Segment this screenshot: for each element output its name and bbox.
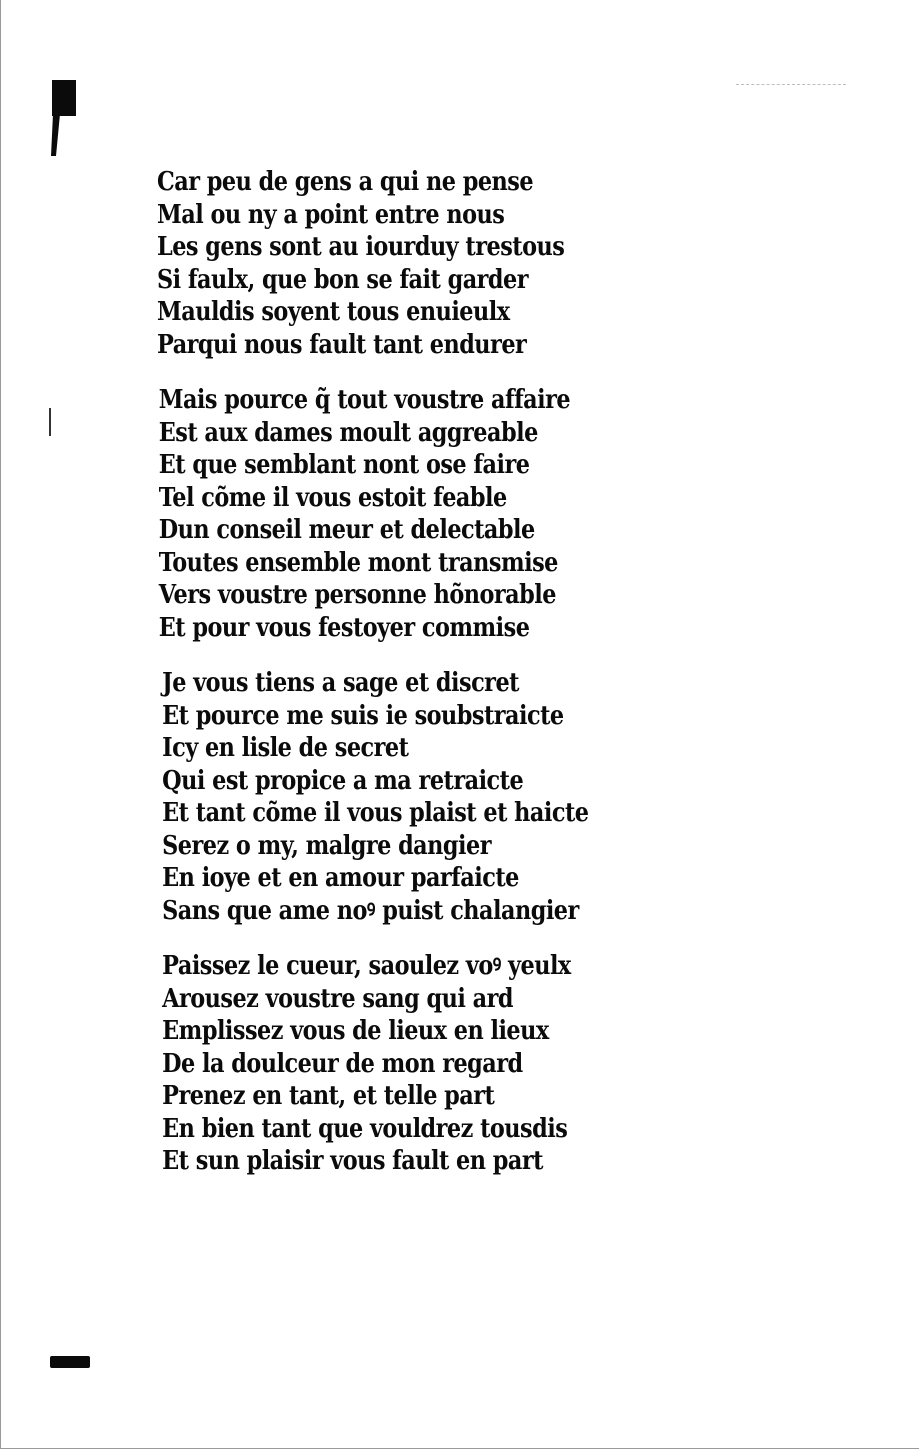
verse-line: Dun conseil meur et delectable [158,515,535,545]
verse-line: De la doulceur de mon regard [162,1048,523,1079]
top-edge-rule [736,84,846,86]
verse-line: Et pour vous festoyer commise [158,612,530,643]
binding-mark-top [52,80,76,116]
verse-line: En bien tant que vouldrez tousdis [162,1113,568,1144]
verse-line: Les gens sont au iourduy trestous [157,232,565,262]
verse-line: Paissez le cueur, saoulez voꝰ yeulx [162,951,571,981]
binding-mark-bottom [50,1356,90,1368]
verse-line: Sans que ame noꝰ puist chalangier [162,895,579,926]
verse-line: Et tant cõme il vous plaist et haicte [162,798,589,828]
verse-line: Et pource me suis ie soubstraicte [162,700,564,731]
stanza-2 [157,384,627,644]
verse-line: Mal ou ny a point entre nous [157,199,505,230]
verse-line: Je vous tiens a sage et discret [162,668,519,698]
verse-line: Toutes ensemble mont transmise [158,547,558,578]
verse-line: Si faulx, que bon se fait garder [157,264,529,295]
poem-text-block [157,166,627,1178]
margin-tick [49,408,51,436]
verse-line: Mais pource q̃ tout voustre affaire [158,385,571,415]
verse-line: Tel cõme il vous estoit feable [158,482,507,513]
stanza-4 [157,950,627,1178]
verse-line: Parqui nous fault tant endurer [157,329,527,360]
verse-line: Serez o my, malgre dangier [162,830,491,861]
verse-line: Est aux dames moult aggreable [158,417,538,448]
verse-line: Emplissez vous de lieux en lieux [162,1016,549,1046]
verse-line: Prenez en tant, et telle part [162,1081,495,1111]
verse-line: Icy en lisle de secret [162,733,409,763]
verse-line: Et sun plaisir vous fault en part [162,1146,543,1176]
verse-line: Arousez voustre sang qui ard [162,983,514,1014]
stanza-1 [157,166,627,361]
verse-line: Car peu de gens a qui ne pense [157,167,534,197]
verse-line: En ioye et en amour parfaicte [162,863,519,893]
verse-line: Qui est propice a ma retraicte [162,765,524,796]
stanza-3 [157,667,627,927]
verse-line: Vers voustre personne hõnorable [158,580,556,610]
verse-line: Mauldis soyent tous enuieulx [157,297,510,327]
verse-line: Et que semblant nont ose faire [158,450,530,480]
